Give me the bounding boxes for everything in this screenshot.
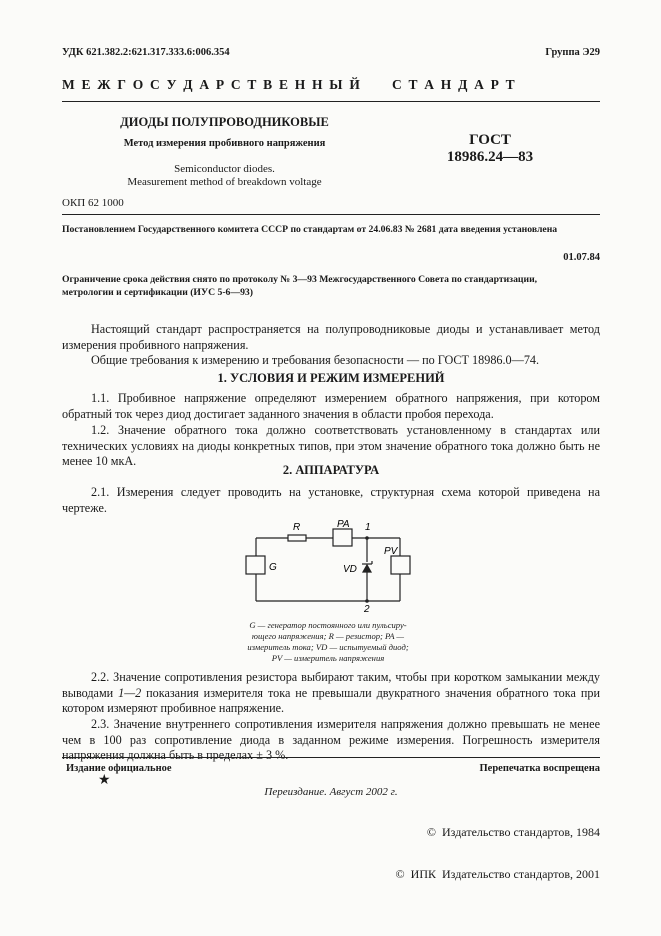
label-g: G	[269, 562, 277, 573]
paragraph-2-2-start: 2.2. Значение сопротивления резистора выбирают таким, чтобы при коротком замыкании между выводами	[62, 670, 600, 700]
caption-line-1: G — генератор постоянного или пульсиру-	[249, 620, 407, 630]
limitation-line2: метрологии и сертификации (ИУС 5-6—93)	[62, 287, 253, 298]
section2-heading: 2. АППАРАТУРА	[282, 463, 380, 477]
limitation-text	[62, 273, 600, 299]
gost-number: 18986.24—83	[446, 149, 534, 165]
gost-label: ГОСТ	[469, 132, 511, 148]
copyright-2001: © ИПК Издательство стандартов, 2001	[395, 867, 600, 881]
label-node-1: 1	[365, 522, 371, 533]
intro-paragraph-1: Настоящий стандарт распространяется на полупроводниковые диоды и устанавливает метод измерения пробивного напряжения.	[62, 322, 600, 352]
header-rule	[62, 101, 600, 102]
diagram-caption	[228, 620, 428, 664]
title-en-line2: Measurement method of breakdown voltage	[127, 176, 322, 188]
label-pa: PA	[337, 519, 350, 530]
label-pv: PV	[384, 546, 398, 557]
paragraph-2-2-end: показания измерителя тока не превышали двукратного значения обратного тока при котором измеряют пробивное напряжение.	[62, 685, 600, 716]
copyright-block	[396, 797, 600, 895]
caption-line-4: PV — измеритель напряжения	[271, 653, 385, 663]
footer-rule	[62, 757, 600, 758]
resistor-symbol	[288, 535, 306, 541]
generator-symbol	[246, 556, 265, 574]
limitation-line1: Ограничение срока действия снято по протоколу № 3—93 Межгосударственного Совета по стандартизации,	[62, 274, 538, 285]
official-edition: Издание официальное	[66, 763, 172, 774]
decree-text: Постановлением Государственного комитета СССР по стандартам от 24.06.83 № 2681 дата введения установлена	[62, 224, 558, 235]
standard-banner: М Е Ж Г О С У Д А Р С Т В Е Н Н Ы Й С Т А Н Д А Р Т	[62, 77, 517, 92]
node-1-dot	[365, 536, 369, 540]
udk-code: УДК 621.382.2:621.317.333.6:006.354	[62, 47, 230, 58]
okp-code: ОКП 62 1000	[62, 197, 124, 209]
section2-paragraph-3: 2.3. Значение внутреннего сопротивления измерителя напряжения должно превышать не менее чем в 100 раз сопротивление диода в заданном режиме измерения. Погрешность измерителя напряжения должна быть в пределах ± 3 %.	[62, 717, 600, 763]
subtitle-ru: Метод измерения пробивного напряжения	[123, 138, 326, 149]
diode-symbol	[363, 565, 371, 572]
section1-paragraph-2: 1.2. Значение обратного тока должно соответствовать установленному в стандартах или технических условиях на диоды конкретных типов, при этом значение обратного тока должно быть не менее 10 мкА.	[62, 423, 600, 469]
group-code: Группа Э29	[545, 47, 600, 58]
voltmeter-symbol	[391, 556, 410, 574]
title-en-line1: Semiconductor diodes.	[174, 163, 275, 175]
section1-paragraph-1: 1.1. Пробивное напряжение определяют измерением обратного напряжения, при котором обратный ток через диод достигает заданного значения в области пробоя перехода.	[62, 391, 600, 421]
ammeter-symbol	[333, 529, 352, 546]
title-en	[62, 163, 387, 189]
gost-designation	[420, 132, 560, 166]
reprint-notice: Перепечатка воспрещена	[479, 763, 600, 774]
label-r: R	[293, 522, 301, 533]
label-node-2: 2	[364, 604, 370, 615]
section1-heading: 1. УСЛОВИЯ И РЕЖИМ ИЗМЕРЕНИЙ	[217, 371, 445, 385]
caption-line-3: измеритель тока; VD — испытуемый диод;	[247, 642, 409, 652]
label-vd: VD	[343, 564, 357, 575]
caption-line-2: ющего напряжения; R — резистор; PA —	[251, 631, 405, 641]
intro-paragraph-2: Общие требования к измерению и требования безопасности — по ГОСТ 18986.0—74.	[91, 353, 540, 367]
title-ru: ДИОДЫ ПОЛУПРОВОДНИКОВЫЕ	[120, 115, 329, 129]
title-rule	[62, 214, 600, 215]
reissue-note: Переиздание. Август 2002 г.	[264, 786, 398, 798]
circuit-diagram	[230, 516, 430, 616]
decree-date: 01.07.84	[563, 252, 600, 263]
star-mark: ★	[98, 773, 111, 788]
node-2-dot	[365, 599, 369, 603]
terminals-term: 1—2	[118, 685, 142, 700]
copyright-1984: © Издательство стандартов, 1984	[426, 825, 600, 839]
section2-paragraph-2	[62, 670, 600, 717]
section2-paragraph-1: 2.1. Измерения следует проводить на установке, структурная схема которой приведена на чертеже.	[62, 485, 600, 515]
